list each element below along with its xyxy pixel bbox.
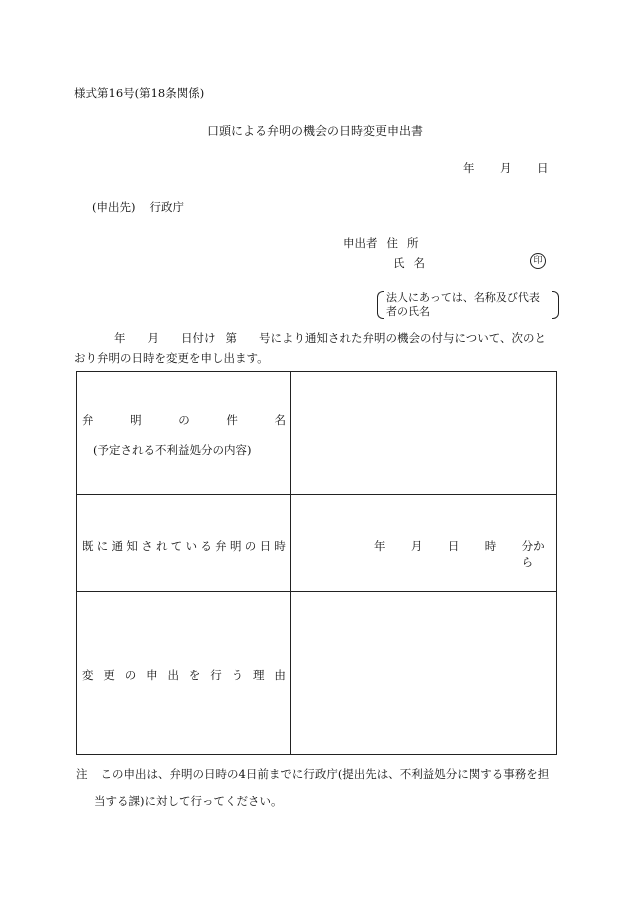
corp-note-line2: 者の氏名 [386,305,430,318]
label-char: う [231,668,244,682]
label-char: 行 [210,668,222,682]
label-char: 件 [226,413,238,427]
label-char: 既 [82,539,94,553]
date-year: 年 [463,161,475,175]
right-bracket [552,291,559,319]
note-line1 [76,766,549,782]
form-number-label: 様式第16号(第18条関係) [74,86,205,100]
label-char: て [170,539,183,553]
dt-month: 月 [410,539,423,553]
label-char: 理 [253,668,265,682]
row1-label [82,412,286,428]
application-table [76,371,557,755]
address-label: 住所 [386,236,428,250]
seal-mark: 印 [530,253,546,269]
label-char: さ [141,539,153,553]
body-rest: 号により通知された弁明の機会の付与について、次のと [259,331,547,345]
label-char: を [188,668,201,682]
body-line2: おり弁明の日時を変更を申し出ます。 [74,351,269,365]
label-char: る [200,539,212,553]
document-title: 口頭による弁明の機会の日時変更申出書 [206,124,423,138]
label-char: 時 [274,539,286,553]
left-bracket [377,291,384,319]
body-year: 年 [114,331,126,345]
label-char: 通 [111,539,124,553]
label-char: 知 [126,539,138,553]
dt-minute-from: 分から [521,539,545,569]
date-line [463,160,557,176]
label-char: の [244,539,257,553]
body-date-suffix: 日付け [181,331,216,345]
date-month: 月 [500,161,512,175]
label-char: れ [155,539,168,553]
label-char: 明 [130,413,142,427]
label-char: 変 [82,668,94,682]
table-column-divider [290,372,291,754]
name-label: 氏名 [393,256,434,270]
body-month: 月 [147,331,159,345]
table-row-divider [77,591,556,592]
applicant-label: 申出者 [343,236,378,250]
body-dai: 第 [225,331,237,345]
label-char: 弁 [215,539,227,553]
label-char: の [124,668,137,682]
label-char: 弁 [82,413,94,427]
label-char: 更 [103,668,115,682]
row2-label [82,538,286,554]
body-paragraph [74,328,558,368]
recipient-label: (申出先) [92,200,136,214]
row3-label [82,667,286,683]
label-char: 明 [229,539,242,553]
label-char: 由 [274,668,286,682]
label-char: 出 [167,668,179,682]
corp-note-line1: 法人にあっては、名称及び代表 [386,291,540,304]
dt-year: 年 [374,539,386,553]
label-char: 申 [146,668,158,682]
row1-sublabel: (予定される不利益処分の内容) [93,443,252,457]
label-char: の [178,413,190,427]
label-char: 日 [259,539,272,553]
corporation-note [377,291,559,319]
label-char: い [185,539,198,553]
label-char: に [96,539,109,553]
applicant-address-line [343,235,428,251]
note-line2: 当する課)に対して行ってください。 [94,794,283,808]
note-head: 注 [76,767,88,781]
note-text1: この申出は、弁明の日時の4日前までに行政庁(提出先は、不利益処分に関する事務を担 [100,767,550,781]
dt-day: 日 [447,539,460,553]
recipient-name: 行政庁 [149,200,184,214]
recipient-line [92,199,184,215]
row2-datetime-value [374,538,556,570]
date-day: 日 [537,161,549,175]
label-char: 名 [274,413,286,427]
table-row-divider [77,494,556,495]
dt-hour: 時 [484,539,497,553]
